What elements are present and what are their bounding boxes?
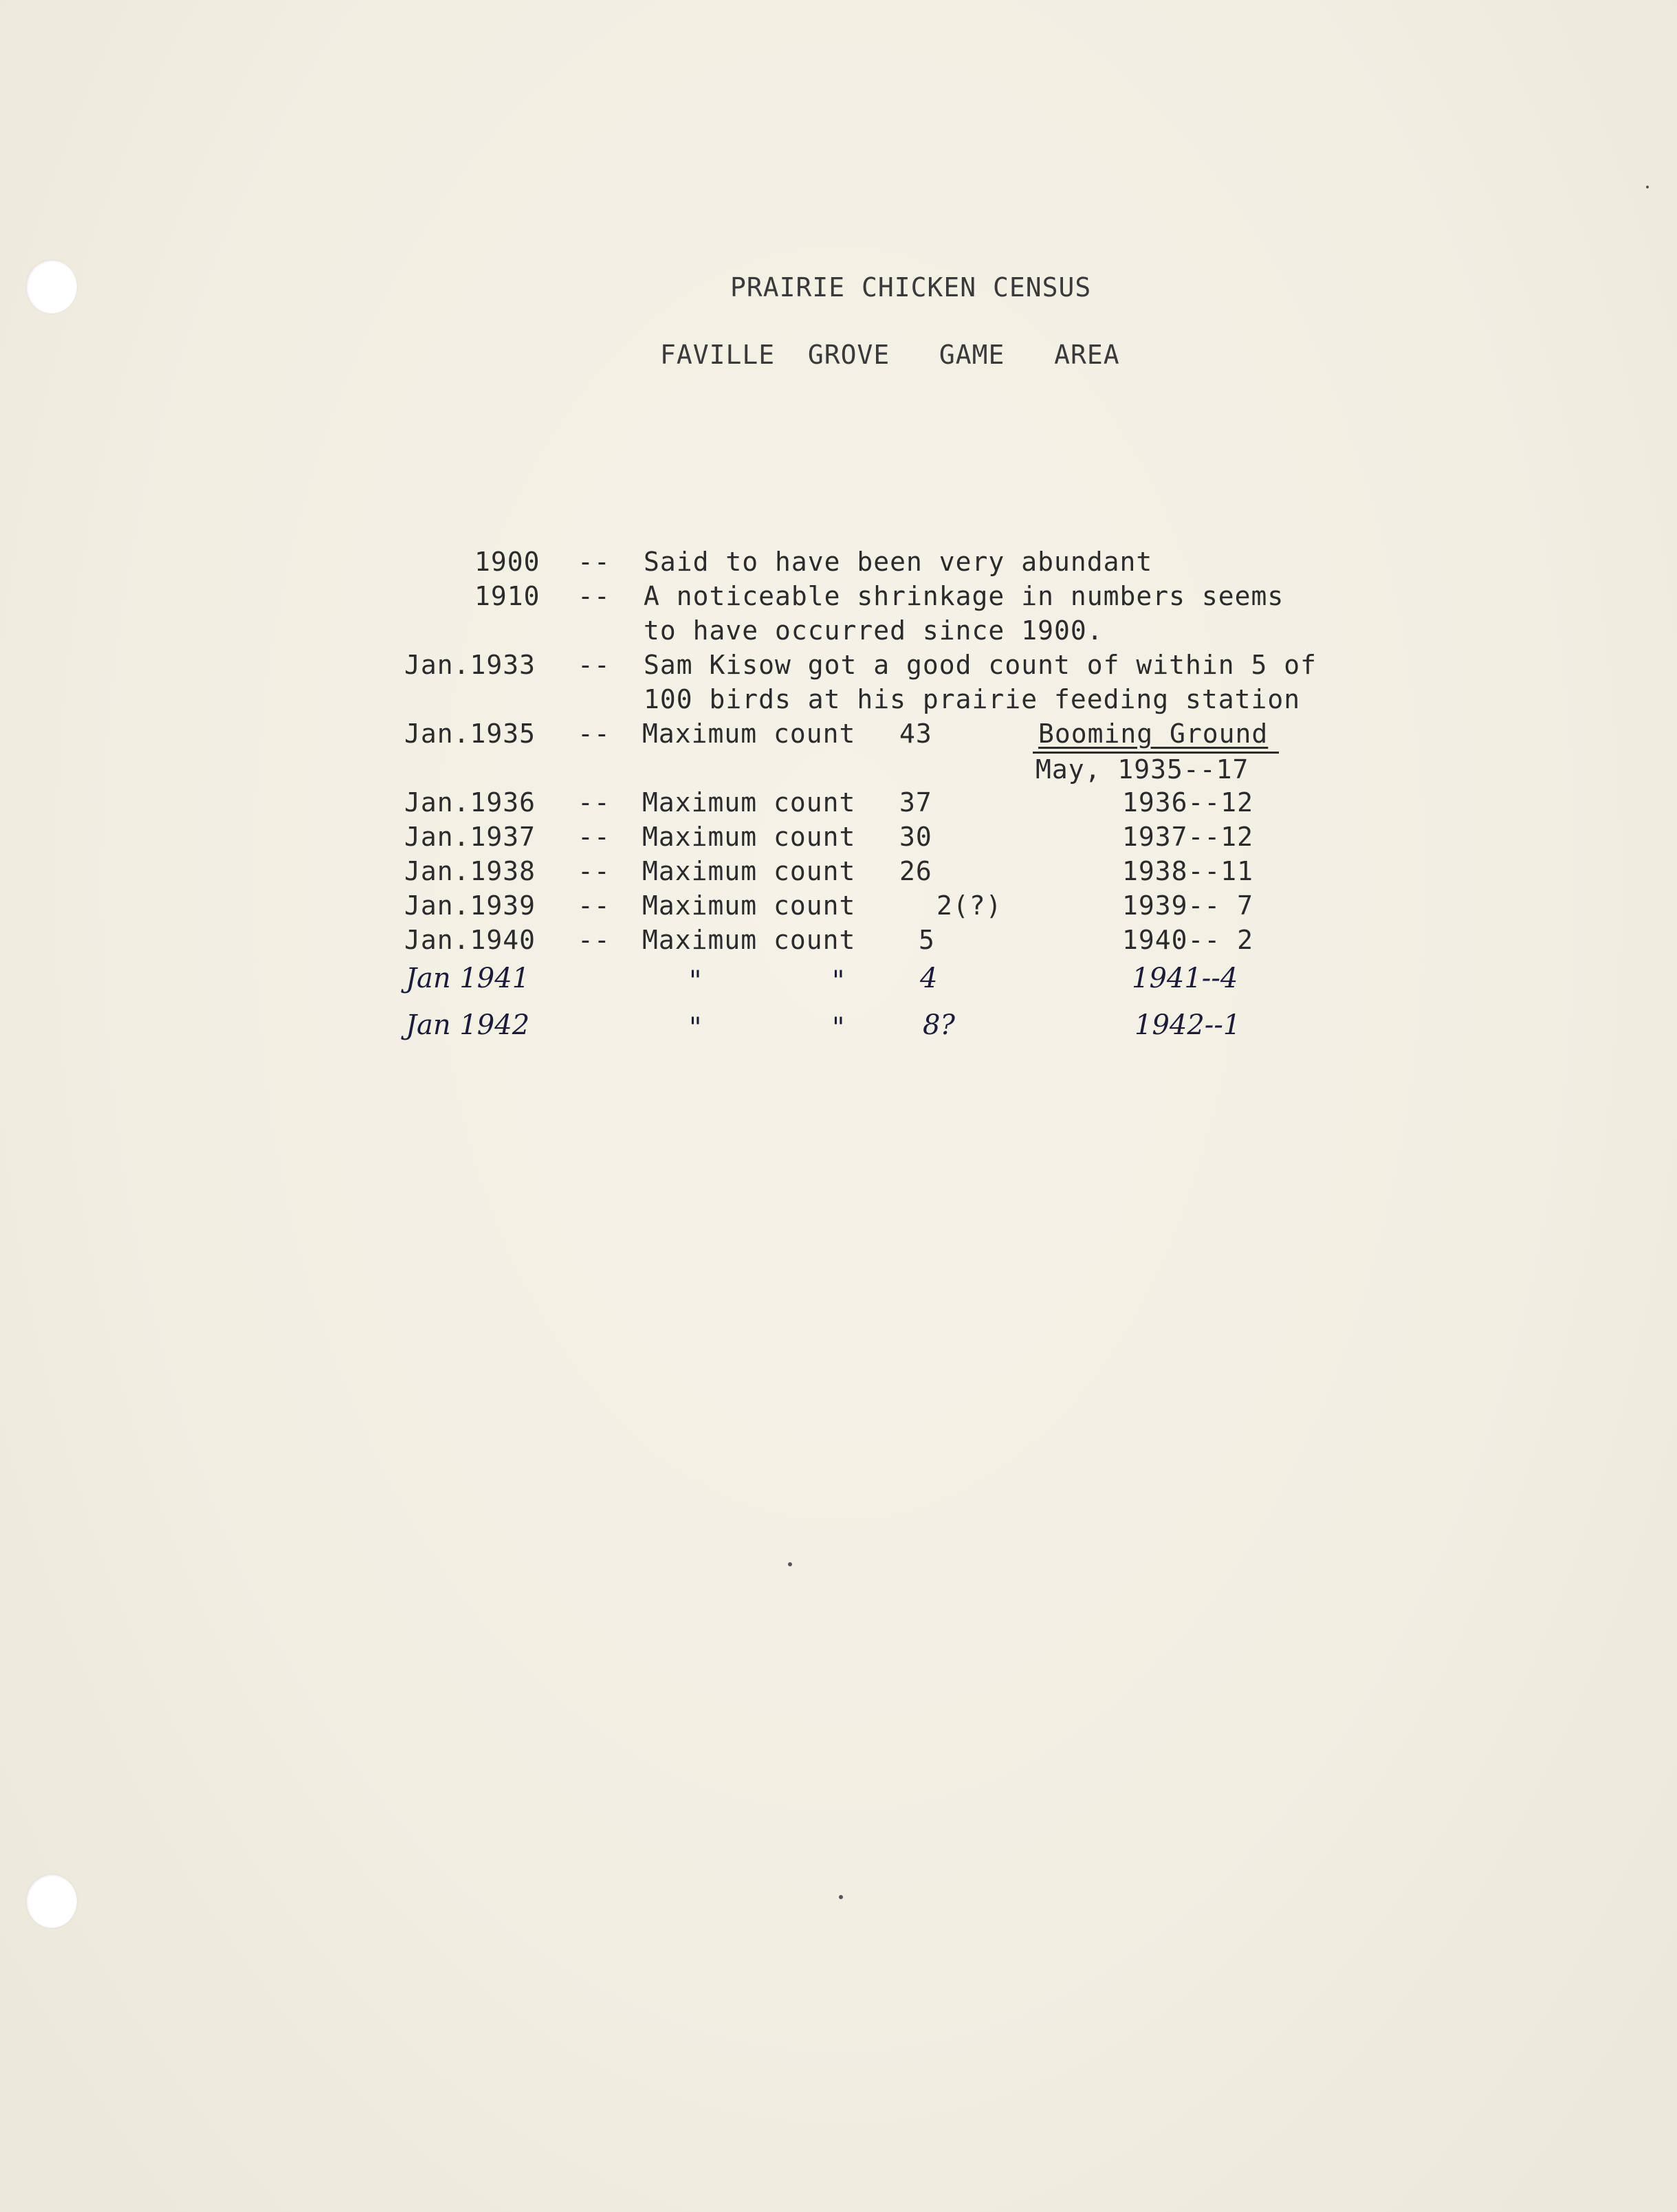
census-label: Maximum count (642, 719, 856, 749)
census-dash: -- (578, 925, 611, 955)
census-date: Jan.1936 (404, 787, 536, 818)
census-count: 5 (919, 925, 935, 955)
census-dash: -- (578, 890, 611, 921)
handwritten-ditto: " (689, 1012, 702, 1044)
handwritten-date: Jan 1942 (406, 1009, 530, 1041)
entry-text: to have occurred since 1900. (644, 615, 1104, 646)
punch-hole-top (26, 260, 77, 314)
handwritten-date: Jan 1941 (406, 963, 530, 994)
page-subtitle: FAVILLE GROVE GAME AREA (660, 340, 1120, 370)
entry-dash: -- (578, 547, 611, 577)
handwritten-ditto: " (832, 1012, 845, 1044)
entry-date: Jan.1933 (404, 650, 536, 680)
handwritten-count: 8? (923, 1009, 955, 1041)
paper-speck (788, 1562, 792, 1566)
census-dash: -- (578, 787, 611, 818)
handwritten-count: 4 (920, 963, 938, 994)
booming-ground-rule (1033, 752, 1279, 754)
census-label: Maximum count (642, 856, 856, 886)
booming-count: 1936--12 (1122, 787, 1254, 818)
entry-date: 1910 (474, 581, 540, 611)
entry-text: Sam Kisow got a good count of within 5 of (644, 650, 1317, 680)
census-dash: -- (578, 856, 611, 886)
handwritten-booming: 1941--4 (1132, 963, 1238, 994)
entry-text: 100 birds at his prairie feeding station (644, 684, 1301, 714)
entry-date: 1900 (474, 547, 540, 577)
census-count: 37 (899, 787, 932, 818)
census-count: 26 (899, 856, 932, 886)
census-count: 30 (899, 822, 932, 852)
paper-speck (839, 1895, 843, 1899)
entry-dash: -- (578, 581, 611, 611)
booming-ground-header: Booming Ground (1038, 719, 1269, 749)
punch-hole-bottom (26, 1874, 77, 1928)
census-date: Jan.1937 (404, 822, 536, 852)
census-date: Jan.1940 (404, 925, 536, 955)
entry-text: A noticeable shrinkage in numbers seems (644, 581, 1284, 611)
census-date: Jan.1938 (404, 856, 536, 886)
handwritten-booming: 1942--1 (1135, 1009, 1241, 1041)
census-label: Maximum count (642, 822, 856, 852)
census-dash: -- (578, 719, 611, 749)
paper-speck (1646, 186, 1649, 188)
booming-count: 1937--12 (1122, 822, 1254, 852)
census-count: 43 (899, 719, 932, 749)
booming-count: 1938--11 (1122, 856, 1254, 886)
booming-count: 1939-- 7 (1122, 890, 1254, 921)
booming-count: 1940-- 2 (1122, 925, 1254, 955)
census-count: 2(?) (936, 890, 1002, 921)
census-date: Jan.1939 (404, 890, 536, 921)
census-label: Maximum count (642, 890, 856, 921)
handwritten-ditto: " (832, 965, 845, 997)
census-date: Jan.1935 (404, 719, 536, 749)
census-dash: -- (578, 822, 611, 852)
entry-dash: -- (578, 650, 611, 680)
handwritten-ditto: " (689, 965, 702, 997)
page-title: PRAIRIE CHICKEN CENSUS (730, 272, 1092, 303)
entry-text: Said to have been very abundant (644, 547, 1153, 577)
booming-count: May, 1935--17 (1035, 754, 1249, 785)
census-label: Maximum count (642, 925, 856, 955)
census-label: Maximum count (642, 787, 856, 818)
